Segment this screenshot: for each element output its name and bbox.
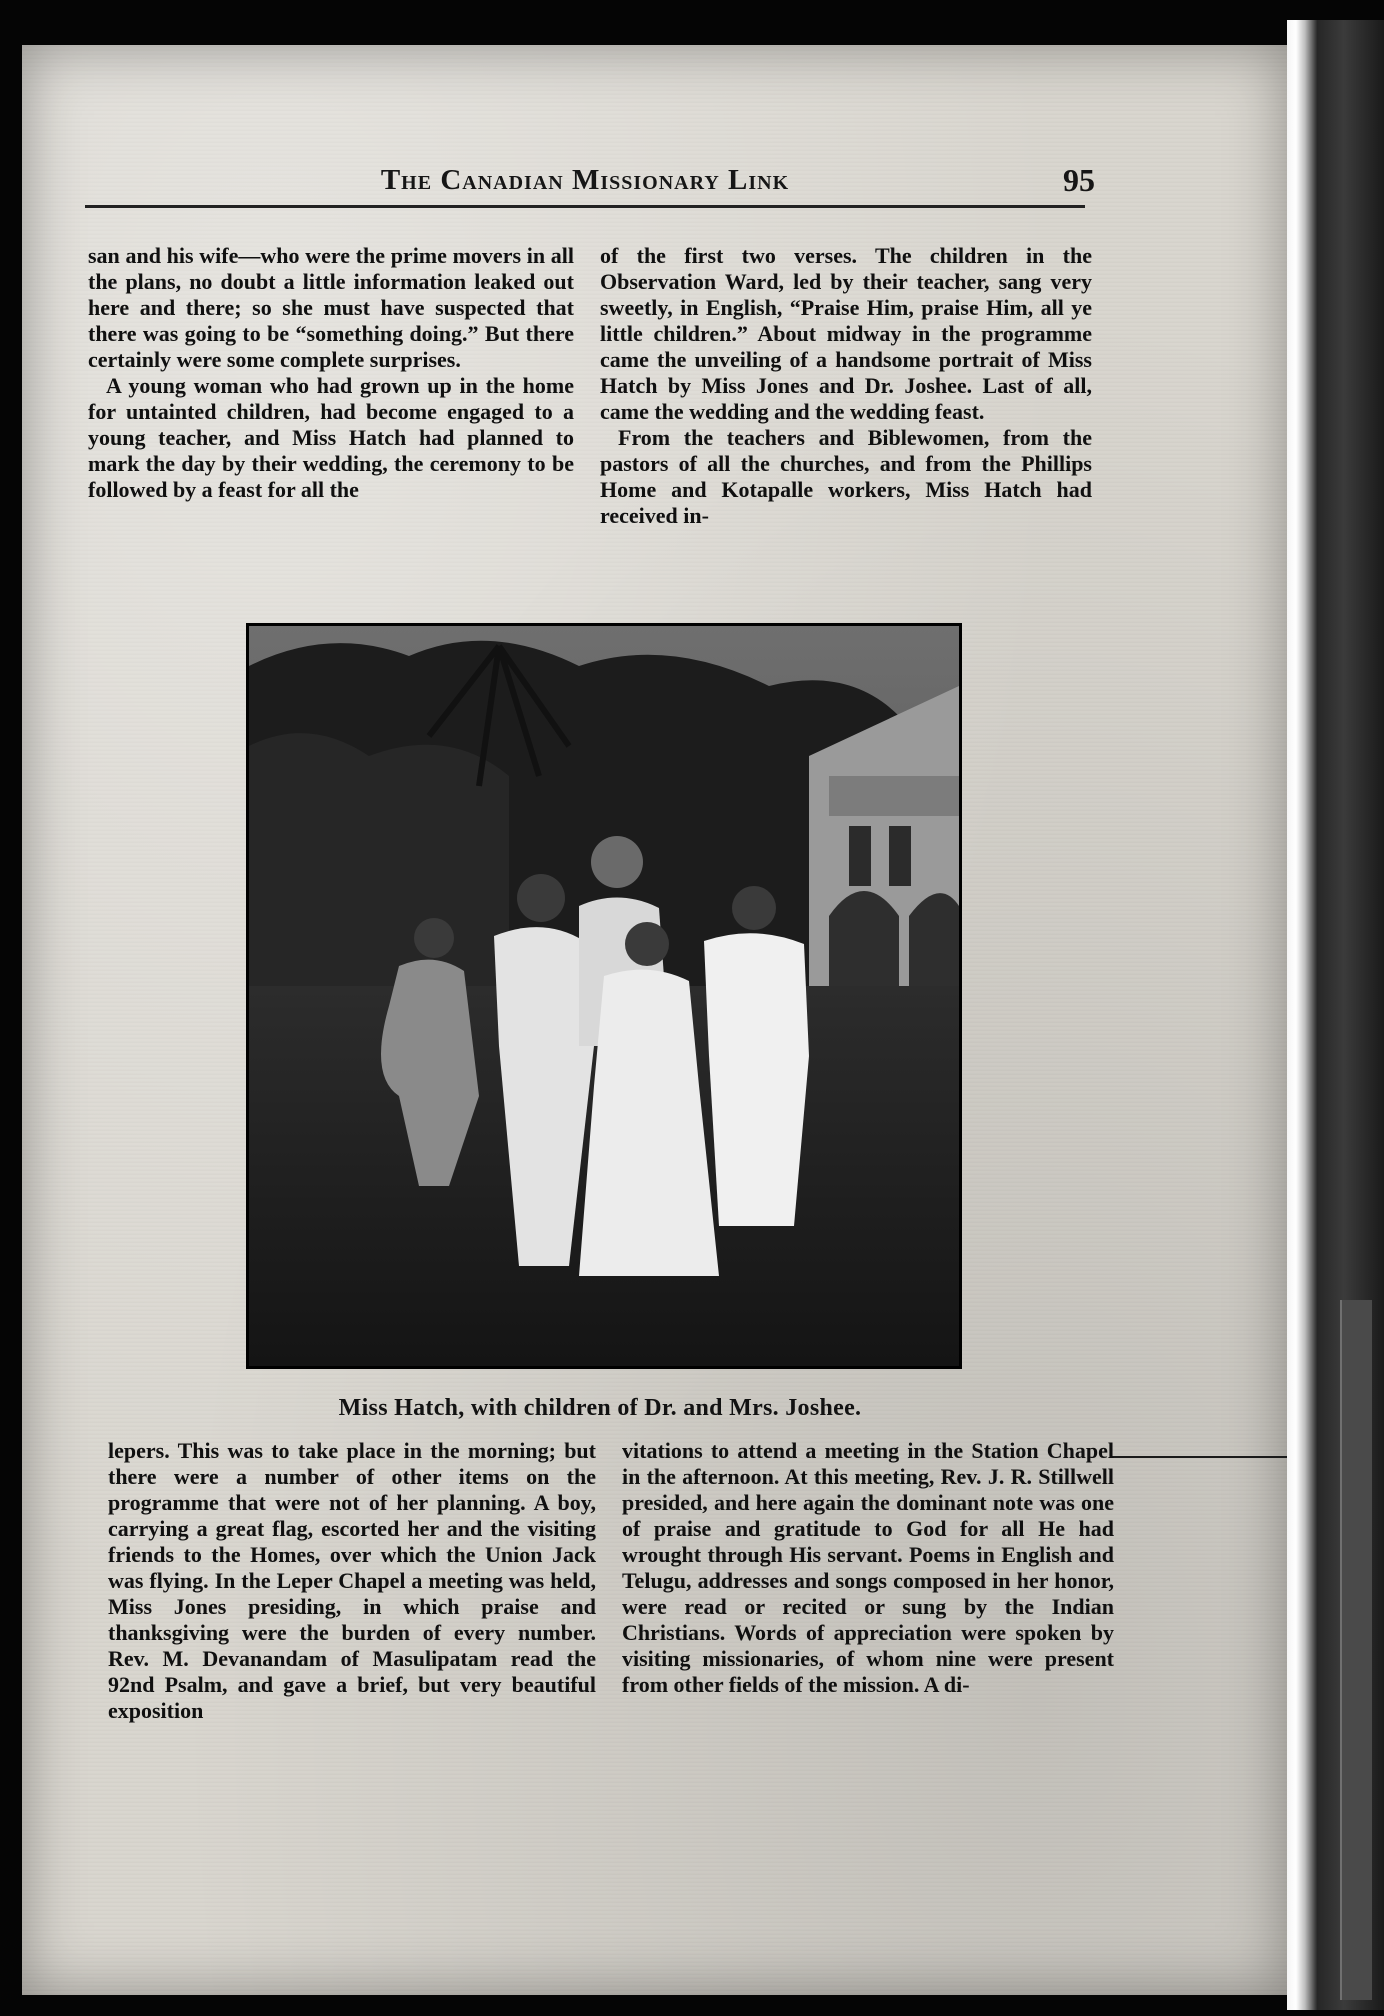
page-spine — [1287, 20, 1317, 2010]
header-rule — [85, 205, 1085, 208]
paragraph: vitations to attend a meeting in the Station Chapel in the afternoon. At this meeting, Rev. J. R. Stillwell presided, and here again the dominant note was one of praise and gratitude to God for all He had wrought through His servant. Poems in English and Telugu, addresses and songs composed in her honor, were read or recited or sung by the Indian Christians. Words of appreciation were spoken by visiting missionaries, of whom nine were present from other fields of the mission. A di- — [622, 1438, 1114, 1697]
lower-right-column — [622, 1438, 1114, 1698]
group-photograph — [246, 623, 962, 1369]
page-number: 95 — [1063, 162, 1095, 198]
paragraph: san and his wife—who were the prime movers in all the plans, no doubt a little information leaked out here and there; so she must have suspected that there was going to be “something doing.” But there certainly were some complete surprises. — [88, 243, 574, 372]
photo-caption: Miss Hatch, with children of Dr. and Mrs. Joshee. — [338, 1395, 862, 1421]
paragraph: lepers. This was to take place in the morning; but there were a number of other items on the programme that were not of her planning. A boy, carrying a great flag, escorted her and the visiting friends to the Homes, over which the Union Jack was flying. In the Leper Chapel a meeting was held, Miss Jones presiding, in which praise and thanksgiving were the burden of every number. Rev. M. Devanandam of Masulipatam read the 92nd Psalm, and gave a brief, but very beautiful exposition — [108, 1438, 596, 1723]
photograph-image — [249, 626, 959, 1366]
running-head — [85, 160, 1095, 204]
paragraph: of the first two verses. The children in the Observation Ward, led by their teacher, sang very sweetly, in English, “Praise Him, praise Him, all ye little children.” About midway in the programme came the unveiling of a handsome portrait of Miss Hatch by Miss Jones and Dr. Joshee. Last of all, came the wedding and the wedding feast. — [600, 243, 1092, 424]
journal-title: The Canadian Missionary Link — [380, 164, 790, 196]
lower-left-column — [108, 1438, 596, 1724]
paragraph: A young woman who had grown up in the home for untainted children, had become engaged to a young teacher, and Miss Hatch had planned to mark the day by their wedding, the ceremony to be followed by a feast for all the — [88, 373, 574, 502]
upper-left-column — [88, 243, 574, 503]
paragraph: From the teachers and Biblewomen, from the pastors of all the churches, and from the Phillips Home and Kotapalle workers, Miss Hatch had received in- — [600, 425, 1092, 528]
upper-right-column — [600, 243, 1092, 529]
film-scratch — [1110, 1456, 1287, 1458]
binding-strip — [1340, 1300, 1372, 2000]
